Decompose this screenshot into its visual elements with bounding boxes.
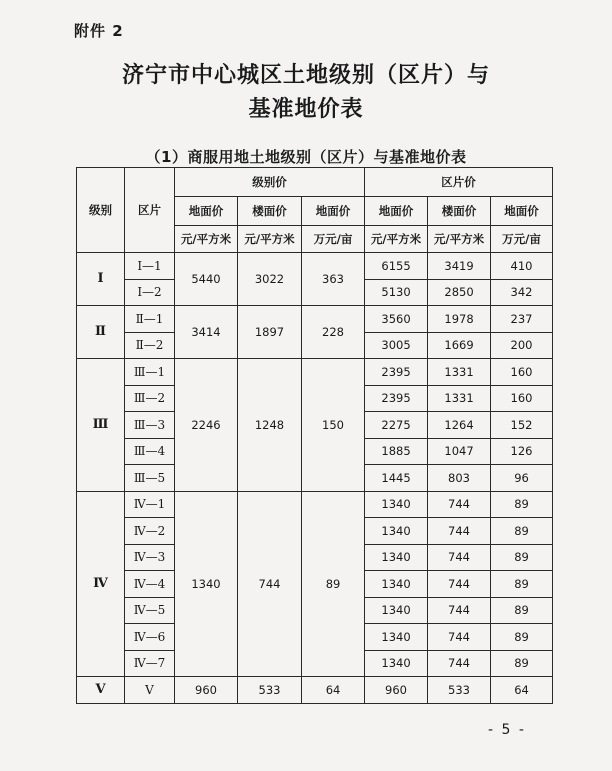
zone-cell: Ⅳ—1 xyxy=(125,491,175,518)
zone-floor-price-cell: 1669 xyxy=(428,332,491,359)
grade-cell: Ⅰ xyxy=(77,253,125,306)
zone-cell: Ⅲ—3 xyxy=(125,412,175,439)
zone-mu-price-cell: 200 xyxy=(491,332,553,359)
zone-cell: Ⅲ—2 xyxy=(125,385,175,412)
zone-mu-price-cell: 89 xyxy=(491,544,553,571)
grade-mu-price-cell: 363 xyxy=(302,253,365,306)
table-row xyxy=(77,677,553,704)
grade-land-price-cell: 960 xyxy=(175,677,238,704)
zone-floor-price-cell: 744 xyxy=(428,491,491,518)
zone-land-price-cell: 1445 xyxy=(365,465,428,492)
grade-land-price-cell: 3414 xyxy=(175,306,238,359)
grade-land-price-cell: 2246 xyxy=(175,359,238,492)
zone-floor-price-cell: 744 xyxy=(428,518,491,545)
zone-mu-price-cell: 89 xyxy=(491,624,553,651)
subheader-cell: 地面价 xyxy=(365,197,428,226)
zone-land-price-cell: 2395 xyxy=(365,359,428,386)
table-subtitle: （1）商服用地土地级别（区片）与基准地价表 xyxy=(145,148,467,166)
annex-label: 附件 2 xyxy=(74,22,124,40)
grade-cell: Ⅴ xyxy=(77,677,125,704)
grade-floor-price-cell: 744 xyxy=(238,491,302,677)
document-title-line-2: 基准地价表 xyxy=(248,96,364,122)
zone-floor-price-cell: 1047 xyxy=(428,438,491,465)
zone-mu-price-cell: 89 xyxy=(491,571,553,598)
subheader-cell: 地面价 xyxy=(302,197,365,226)
subheader-cell: 楼面价 xyxy=(428,197,491,226)
grade-floor-price-cell: 1897 xyxy=(238,306,302,359)
zone-cell: Ⅳ—3 xyxy=(125,544,175,571)
zone-cell: Ⅳ—6 xyxy=(125,624,175,651)
subheader-cell: 地面价 xyxy=(491,197,553,226)
zone-land-price-cell: 2395 xyxy=(365,385,428,412)
table-row xyxy=(77,253,553,280)
grade-cell: Ⅳ xyxy=(77,491,125,677)
zone-mu-price-cell: 342 xyxy=(491,279,553,306)
zone-floor-price-cell: 1331 xyxy=(428,385,491,412)
zone-mu-price-cell: 89 xyxy=(491,597,553,624)
header-grade-price: 级别价 xyxy=(175,168,365,197)
unit-header-cell: 万元/亩 xyxy=(302,226,365,253)
subheader-cell: 楼面价 xyxy=(238,197,302,226)
table-row xyxy=(77,359,553,386)
grade-cell: Ⅱ xyxy=(77,306,125,359)
zone-land-price-cell: 2275 xyxy=(365,412,428,439)
zone-mu-price-cell: 160 xyxy=(491,359,553,386)
land-price-table xyxy=(76,167,553,704)
zone-floor-price-cell: 2850 xyxy=(428,279,491,306)
zone-cell: Ⅱ—1 xyxy=(125,306,175,333)
grade-mu-price-cell: 89 xyxy=(302,491,365,677)
zone-cell: Ⅳ—7 xyxy=(125,650,175,677)
zone-floor-price-cell: 1978 xyxy=(428,306,491,333)
zone-mu-price-cell: 160 xyxy=(491,385,553,412)
zone-mu-price-cell: 64 xyxy=(491,677,553,704)
zone-land-price-cell: 3560 xyxy=(365,306,428,333)
zone-land-price-cell: 1340 xyxy=(365,650,428,677)
zone-cell: Ⅳ—4 xyxy=(125,571,175,598)
unit-header-cell: 元/平方米 xyxy=(238,226,302,253)
zone-mu-price-cell: 152 xyxy=(491,412,553,439)
zone-land-price-cell: 1885 xyxy=(365,438,428,465)
zone-floor-price-cell: 744 xyxy=(428,624,491,651)
zone-cell: Ⅱ—2 xyxy=(125,332,175,359)
zone-floor-price-cell: 3419 xyxy=(428,253,491,280)
document-title-line-1: 济宁市中心城区土地级别（区片）与 xyxy=(121,62,490,88)
zone-floor-price-cell: 744 xyxy=(428,650,491,677)
zone-floor-price-cell: 1331 xyxy=(428,359,491,386)
zone-floor-price-cell: 744 xyxy=(428,597,491,624)
zone-cell: Ⅴ xyxy=(125,677,175,704)
zone-mu-price-cell: 89 xyxy=(491,518,553,545)
zone-land-price-cell: 1340 xyxy=(365,518,428,545)
zone-floor-price-cell: 533 xyxy=(428,677,491,704)
zone-cell: Ⅲ—5 xyxy=(125,465,175,492)
unit-header-cell: 万元/亩 xyxy=(491,226,553,253)
zone-floor-price-cell: 1264 xyxy=(428,412,491,439)
zone-land-price-cell: 5130 xyxy=(365,279,428,306)
zone-mu-price-cell: 89 xyxy=(491,491,553,518)
table-row xyxy=(77,491,553,518)
grade-floor-price-cell: 1248 xyxy=(238,359,302,492)
zone-mu-price-cell: 89 xyxy=(491,650,553,677)
header-zone-price: 区片价 xyxy=(365,168,553,197)
zone-land-price-cell: 3005 xyxy=(365,332,428,359)
grade-floor-price-cell: 533 xyxy=(238,677,302,704)
zone-mu-price-cell: 410 xyxy=(491,253,553,280)
unit-header-cell: 元/平方米 xyxy=(175,226,238,253)
grade-mu-price-cell: 150 xyxy=(302,359,365,492)
grade-cell: Ⅲ xyxy=(77,359,125,492)
grade-land-price-cell: 5440 xyxy=(175,253,238,306)
zone-land-price-cell: 1340 xyxy=(365,571,428,598)
zone-land-price-cell: 1340 xyxy=(365,491,428,518)
zone-floor-price-cell: 744 xyxy=(428,571,491,598)
table-row xyxy=(77,306,553,333)
zone-mu-price-cell: 237 xyxy=(491,306,553,333)
subheader-cell: 地面价 xyxy=(175,197,238,226)
unit-header-cell: 元/平方米 xyxy=(365,226,428,253)
zone-cell: Ⅳ—2 xyxy=(125,518,175,545)
zone-land-price-cell: 960 xyxy=(365,677,428,704)
zone-cell: Ⅳ—5 xyxy=(125,597,175,624)
zone-floor-price-cell: 744 xyxy=(428,544,491,571)
zone-land-price-cell: 1340 xyxy=(365,624,428,651)
zone-mu-price-cell: 96 xyxy=(491,465,553,492)
unit-header-cell: 元/平方米 xyxy=(428,226,491,253)
page-number: - 5 - xyxy=(488,722,526,738)
zone-cell: Ⅰ—2 xyxy=(125,279,175,306)
zone-cell: Ⅰ—1 xyxy=(125,253,175,280)
header-grade: 级别 xyxy=(77,168,125,253)
zone-floor-price-cell: 803 xyxy=(428,465,491,492)
zone-cell: Ⅲ—1 xyxy=(125,359,175,386)
zone-land-price-cell: 1340 xyxy=(365,597,428,624)
grade-mu-price-cell: 64 xyxy=(302,677,365,704)
zone-land-price-cell: 1340 xyxy=(365,544,428,571)
zone-mu-price-cell: 126 xyxy=(491,438,553,465)
header-zone: 区片 xyxy=(125,168,175,253)
zone-land-price-cell: 6155 xyxy=(365,253,428,280)
zone-cell: Ⅲ—4 xyxy=(125,438,175,465)
grade-mu-price-cell: 228 xyxy=(302,306,365,359)
grade-floor-price-cell: 3022 xyxy=(238,253,302,306)
grade-land-price-cell: 1340 xyxy=(175,491,238,677)
